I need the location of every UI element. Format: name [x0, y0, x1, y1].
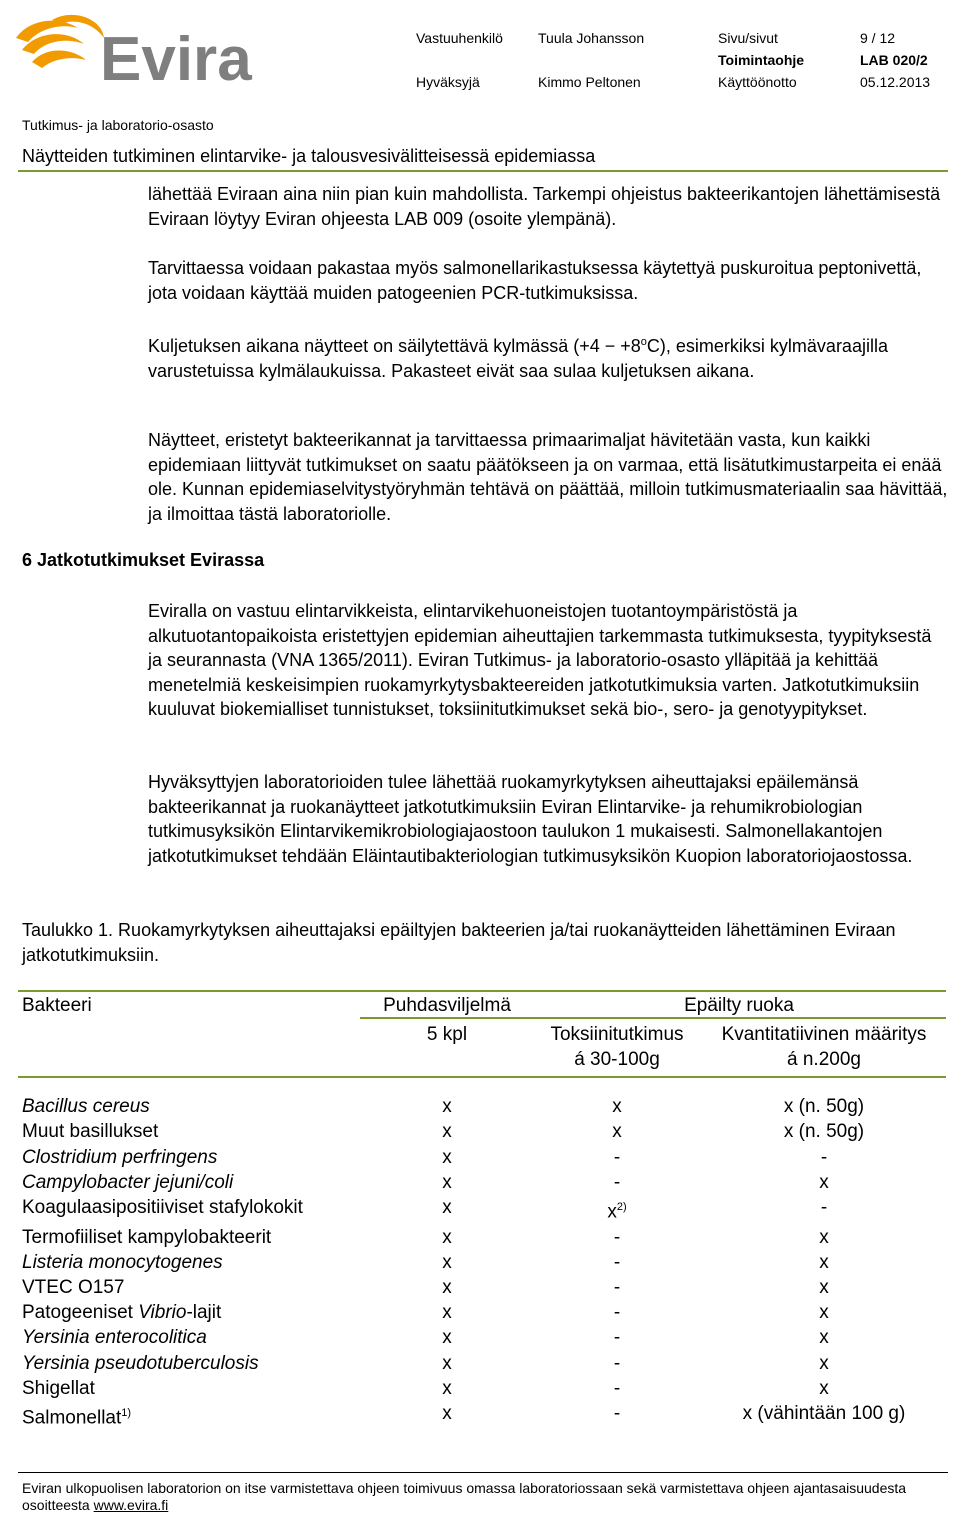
table-row: [18, 1195, 946, 1225]
toxin-value: -: [613, 1226, 621, 1248]
footer-link[interactable]: www.evira.fi: [93, 1497, 169, 1513]
subheader-quant-line2: á n.200g: [787, 1049, 861, 1071]
bacteria-table-body: [18, 993, 946, 1431]
subheader-empty: [18, 1018, 362, 1076]
toxin-cell: [532, 1145, 702, 1170]
footer-text: Eviran ulkopuolisen laboratorion on itse varmistettava ohjeen toimivuus omassa laboratoriossaan sekä varmistettava ohjeen ajantasaisuudesta osoitteesta: [22, 1480, 907, 1513]
toxin-value: -: [613, 1377, 621, 1399]
responsible-label: Vastuuhenkilö: [416, 30, 503, 46]
subheader-quant: [702, 1018, 946, 1076]
toxin-value: -: [613, 1327, 621, 1349]
page-label: Sivu/sivut: [718, 30, 778, 46]
pure-culture-cell: x: [442, 1171, 452, 1193]
quant-cell: x (n. 50g): [783, 1121, 865, 1143]
toxin-cell: [532, 1170, 702, 1195]
table-row: [18, 1275, 946, 1300]
bacteria-name: Bacillus cereus: [22, 1096, 150, 1118]
paragraph-5-text: Eviralla on vastuu elintarvikkeista, elintarvikehuoneistojen tuotantoympäristöstä ja alkutuotantopaikoista eristettyjen epidemian aiheuttajien tarkemmasta tutkimuksesta, tyypityksestä ja seurannasta (VNA 1365/2011). Eviran Tutkimus- ja laboratorio-osasto ylläpitää ja kehittää menetelmiä keskeisimpien ruokamyrkytysbakteereiden jatkotutkimuksia varten. Jatkotutkimuksiin kuuluvat biokemialliset tunnistukset, toksiinitutkimukset sekä bio-, sero- ja genotyypitykset.: [148, 601, 932, 719]
degree-sup: o: [640, 336, 647, 348]
footnote-marker: 2): [616, 1201, 627, 1214]
subheader-toxin: [532, 1018, 702, 1076]
approver-name: Kimmo Peltonen: [538, 74, 641, 90]
paragraph-3: [148, 330, 948, 383]
spacer-cell: [18, 1076, 946, 1094]
paragraph-4: [148, 428, 948, 526]
pure-culture-cell: x: [442, 1327, 452, 1349]
quant-cell: x: [819, 1226, 829, 1248]
toxin-cell: [532, 1376, 702, 1401]
toxin-cell: [532, 1275, 702, 1300]
bacteria-name-cell: [18, 1145, 362, 1170]
deploy-label: Käyttöönotto: [718, 74, 797, 90]
bacteria-name: Clostridium perfringens: [22, 1146, 218, 1168]
toxin-value: -: [613, 1352, 621, 1374]
evira-logo: [12, 8, 267, 88]
quant-cell: x: [819, 1327, 829, 1349]
pure-culture-cell: x: [442, 1377, 452, 1399]
toxin-value: x: [612, 1096, 622, 1118]
table-row: [18, 1250, 946, 1275]
toxin-value: x: [612, 1121, 622, 1143]
subheader-toxin-line1: Toksiinitutkimus: [550, 1024, 684, 1046]
bacteria-name: Salmonellat: [22, 1407, 122, 1429]
table-subheader-row: [18, 1018, 946, 1076]
paragraph-5: [148, 599, 948, 722]
quant-cell: x: [819, 1171, 829, 1193]
bacteria-name-cell: [18, 1170, 362, 1195]
pure-culture-cell: x: [442, 1146, 452, 1168]
pure-culture-cell: x: [442, 1096, 452, 1118]
quant-cell: x: [819, 1276, 829, 1298]
pure-culture-cell: x: [442, 1197, 452, 1219]
toxin-value: x: [607, 1201, 617, 1223]
paragraph-2: [148, 256, 948, 305]
paragraph-1: [148, 182, 948, 231]
pure-culture-cell: x: [442, 1226, 452, 1248]
department: Tutkimus- ja laboratorio-osasto: [22, 117, 214, 133]
toxin-cell: [532, 1250, 702, 1275]
approver-label: Hyväksyjä: [416, 74, 480, 90]
bacteria-name-cell: [18, 1401, 362, 1431]
toxin-cell: [532, 1094, 702, 1119]
bacteria-name-tail: -lajit: [186, 1302, 222, 1324]
table-row: [18, 1300, 946, 1325]
paragraph-1-text: lähettää Eviraan aina niin pian kuin mahdollista. Tarkempi ohjeistus bakteerikantojen lähettämisestä Eviraan löytyy Eviran ohjeesta LAB 009 (osoite ylempänä).: [148, 184, 941, 229]
toxin-value: -: [613, 1251, 621, 1273]
header-pure-culture: Puhdasviljelmä: [383, 995, 511, 1016]
paragraph-3-text-b: C), esimerkiksi kylmävaraajilla varustetuissa kylmälaukuissa. Pakasteet eivät saa sulaa kuljetuksen aikana.: [148, 336, 888, 381]
quant-cell: x: [819, 1302, 829, 1324]
doc-type: Toimintaohje: [718, 52, 805, 68]
bacteria-name: Shigellat: [22, 1377, 95, 1399]
table-row: [18, 1094, 946, 1119]
pure-culture-cell: x: [442, 1402, 452, 1424]
pure-culture-cell: x: [442, 1276, 452, 1298]
bacteria-name: Yersinia enterocolitica: [22, 1327, 207, 1349]
table-row: [18, 1351, 946, 1376]
pure-culture-cell: x: [442, 1352, 452, 1374]
bacteria-name-cell: [18, 1225, 362, 1250]
table-row: [18, 1145, 946, 1170]
bacteria-name-cell: [18, 1351, 362, 1376]
subheader-pure: 5 kpl: [426, 1024, 468, 1046]
doc-code: LAB 020/2: [860, 52, 928, 68]
header-rule: [18, 170, 948, 172]
bacteria-name-cell: [18, 1195, 362, 1225]
paragraph-4-text: Näytteet, eristetyt bakteerikannat ja tarvittaessa primaarimaljat hävitetään vasta, kun kaikki epidemiaan liittyvät tutkimukset on saatu päätökseen ja on varmaa, että lisätutkimustarpeita ei enää ole. Kunnan epidemiaselvitystyöryhmän tehtävä on päättää, milloin tutkimusmateriaalin saa hävittää, ja ilmoittaa tästä laboratoriolle.: [148, 430, 948, 524]
table-row: [18, 1119, 946, 1144]
bacteria-name: Muut basillukset: [22, 1121, 159, 1143]
bacteria-name: Campylobacter jejuni/coli: [22, 1171, 234, 1193]
table-row: [18, 1325, 946, 1350]
toxin-value: -: [613, 1302, 621, 1324]
bacteria-name-cell: [18, 1300, 362, 1325]
paragraph-2-text: Tarvittaessa voidaan pakastaa myös salmonellarikastuksessa käytettyä puskuroitua peptonivettä, jota voidaan käyttää muiden patogeenien PCR-tutkimuksissa.: [148, 258, 922, 303]
header-suspected-food: Epäilty ruoka: [684, 995, 794, 1016]
bacteria-name: Yersinia pseudotuberculosis: [22, 1352, 259, 1374]
table-row: [18, 1170, 946, 1195]
subheader-quant-line1: Kvantitatiivinen määritys: [721, 1024, 927, 1046]
bacteria-name: Listeria monocytogenes: [22, 1251, 223, 1273]
table-header-row: [18, 993, 946, 1018]
evira-logo-icon: [12, 8, 267, 88]
quant-cell: x (n. 50g): [783, 1096, 865, 1118]
toxin-value: -: [613, 1276, 621, 1298]
bacteria-name-cell: [18, 1250, 362, 1275]
table-top-rule: [18, 990, 946, 992]
pure-culture-cell: x: [442, 1302, 452, 1324]
subheader-toxin-line2: á 30-100g: [574, 1049, 660, 1071]
deploy-date: 05.12.2013: [860, 74, 931, 90]
bacteria-name-cell: [18, 1325, 362, 1350]
quant-cell: x (vähintään 100 g): [742, 1402, 906, 1424]
bacteria-name-cell: [18, 1119, 362, 1144]
quant-cell: -: [820, 1197, 828, 1219]
toxin-value: -: [613, 1402, 621, 1424]
toxin-cell: [532, 1225, 702, 1250]
table-row: [18, 1225, 946, 1250]
footnote-marker: 1): [121, 1406, 132, 1419]
bacteria-name: Termofiiliset kampylobakteerit: [22, 1226, 272, 1248]
table-caption: Taulukko 1. Ruokamyrkytyksen aiheuttajaksi epäiltyjen bakteerien ja/tai ruokanäytteiden lähettäminen Eviraan jatkotutkimuksiin.: [22, 920, 896, 965]
pure-culture-cell: x: [442, 1121, 452, 1143]
footer: [22, 1480, 952, 1514]
bacteria-name-cell: [18, 1275, 362, 1300]
logo-text: Evira: [100, 25, 252, 88]
bacteria-table: [18, 993, 946, 1431]
pure-culture-cell: x: [442, 1251, 452, 1273]
toxin-cell: [532, 1325, 702, 1350]
document-subtitle: Näytteiden tutkiminen elintarvike- ja talousvesivälitteisessä epidemiassa: [22, 146, 596, 166]
quant-cell: -: [820, 1146, 828, 1168]
bacteria-name: VTEC O157: [22, 1276, 125, 1298]
quant-cell: x: [819, 1377, 829, 1399]
bacteria-name-cell: [18, 1376, 362, 1401]
header-bacteria: Bakteeri: [22, 995, 92, 1016]
page-value: 9 / 12: [860, 30, 896, 46]
bacteria-name-italic: Vibrio: [138, 1302, 187, 1324]
toxin-cell: [532, 1119, 702, 1144]
toxin-value: -: [613, 1171, 621, 1193]
responsible-name: Tuula Johansson: [538, 30, 645, 46]
bacteria-name-cell: [18, 1094, 362, 1119]
quant-cell: x: [819, 1251, 829, 1273]
table-row: [18, 1401, 946, 1431]
section-heading: 6 Jatkotutkimukset Evirassa: [22, 550, 265, 570]
toxin-cell: [532, 1195, 702, 1225]
toxin-cell: [532, 1300, 702, 1325]
toxin-cell: [532, 1351, 702, 1376]
footer-rule: [18, 1472, 948, 1473]
bacteria-name: Patogeeniset: [22, 1302, 139, 1324]
bacteria-name: Koagulaasipositiiviset stafylokokit: [22, 1197, 303, 1219]
paragraph-6-text: Hyväksyttyjen laboratorioiden tulee lähettää ruokamyrkytyksen aiheuttajaksi epäilemänsä bakteerikannat ja ruokanäytteet jatkotutkimuksiin Eviran Elintarvike- ja rehumikrobiologian tutkimusyksikön Elintarvikemikrobiologiajaostoon taulukon 1 mukaisesti. Salmonellakantojen jatkotutkimukset tehdään Eläintautibakteriologian tutkimusyksikön Kuopion laboratoriojaostossa.: [148, 772, 913, 866]
paragraph-3-text-a: Kuljetuksen aikana näytteet on säilytettävä kylmässä (+4 − +8: [148, 336, 641, 356]
paragraph-6: [148, 770, 948, 868]
toxin-cell: [532, 1401, 702, 1431]
toxin-value: -: [613, 1146, 621, 1168]
table-spacer-row: [18, 1076, 946, 1094]
table-row: [18, 1376, 946, 1401]
quant-cell: x: [819, 1352, 829, 1374]
